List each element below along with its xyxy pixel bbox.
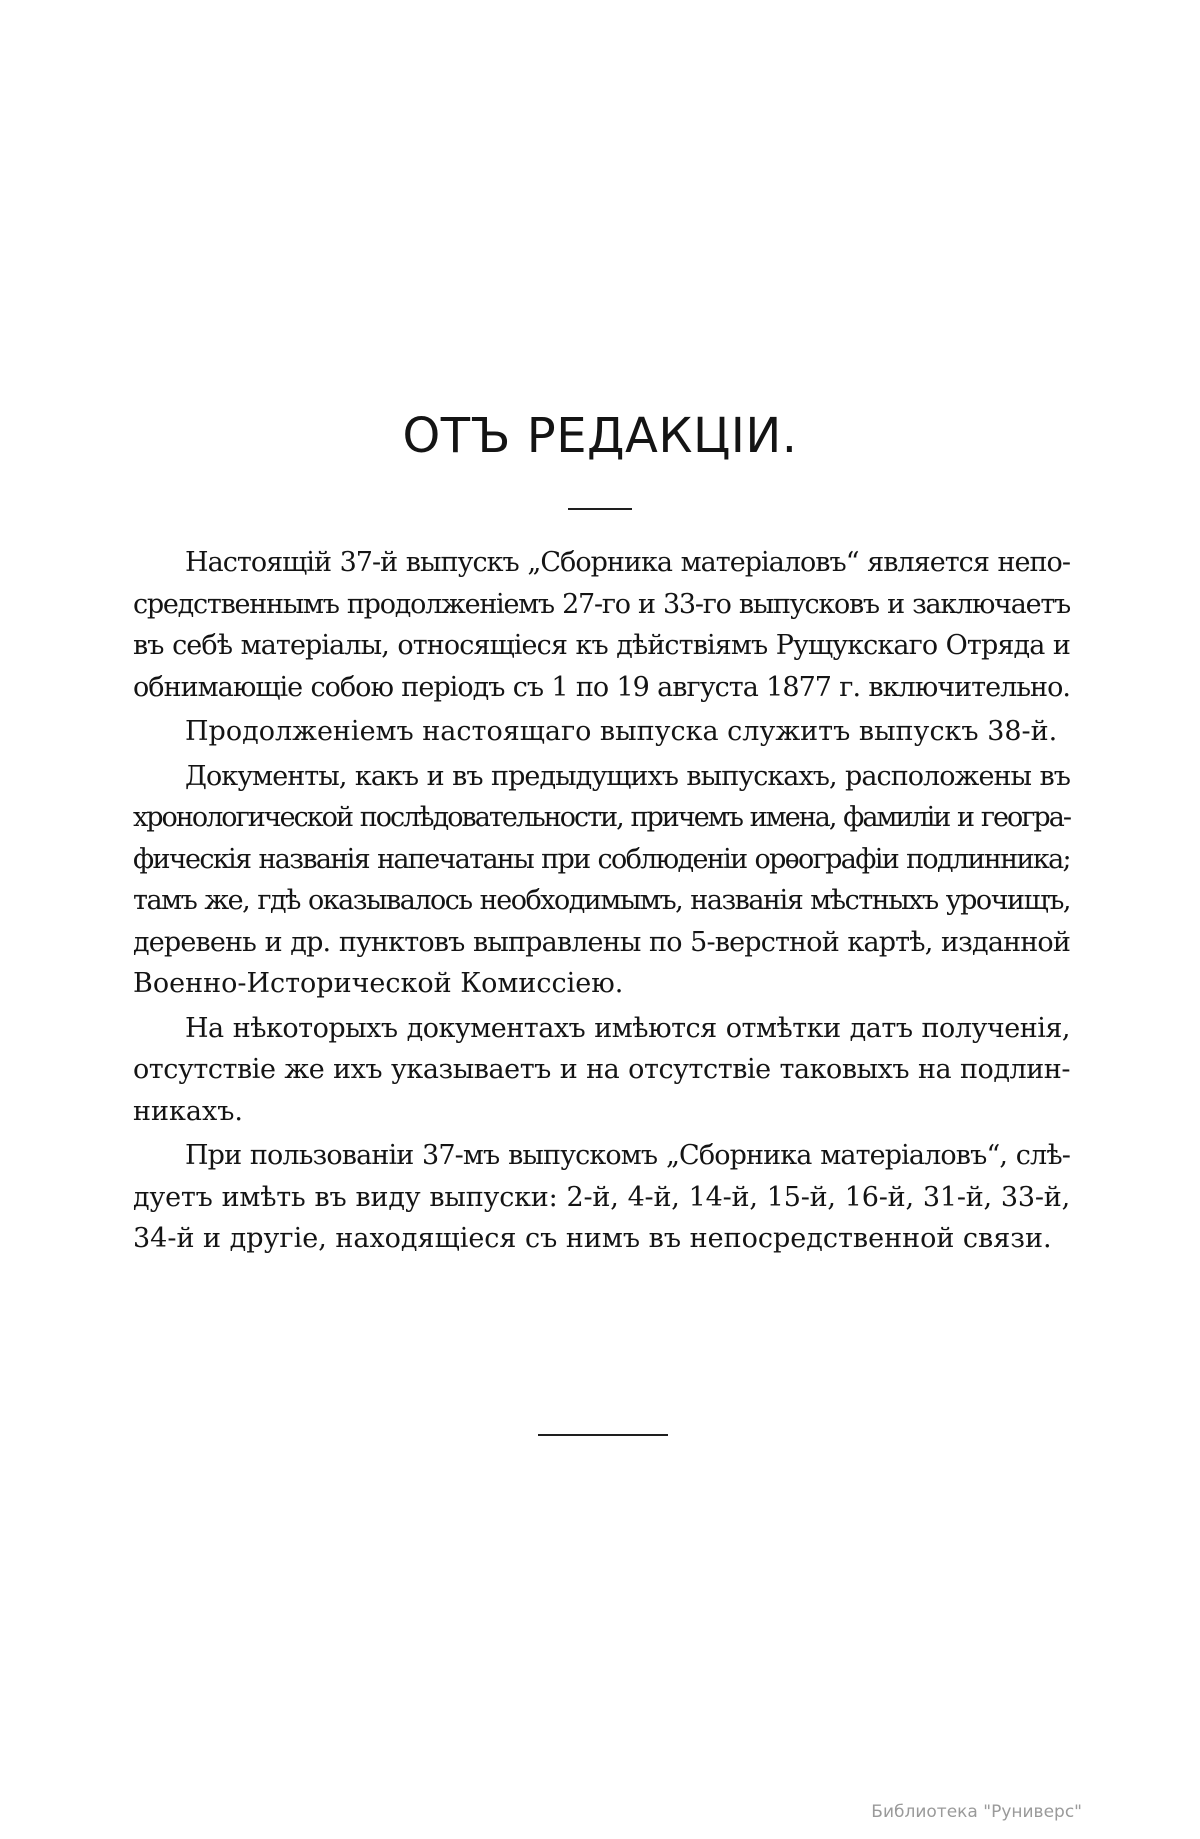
paragraph-5 [133,1135,1070,1260]
text-line: При пользованiи 37-мъ выпускомъ „Сборника матерiаловъ“, слѣ- [185,1140,1070,1171]
text-line: деревень и др. пунктовъ выправлены по 5-верстной картѣ, изданной [133,926,1070,958]
text-line: отсутствiе же ихъ указываетъ и на отсутствiе таковыхъ на подлин- [133,1054,1070,1085]
paragraph-3 [133,756,1070,1005]
text-line: обнимающiе собою перiодъ съ 1 по 19 августа 1877 г. включительно. [133,671,1070,703]
text-line: Продолженiемъ настоящаго выпуска служитъ выпускъ 38-й. [185,716,1058,747]
text-line: хронологической послѣдовательности, причемъ имена, фамилiи и геогра- [133,802,1070,833]
text-line: дуетъ имѣть въ виду выпуски: 2-й, 4-й, 14-й, 15-й, 16-й, 31-й, 33-й, [133,1181,1070,1213]
body-text [133,542,1070,1260]
text-line: 34-й и другiе, находящiеся съ нимъ въ непосредственной связи. [133,1223,1052,1254]
text-line: средственнымъ продолженiемъ 27-го и 33-го выпусковъ и заключаетъ [133,588,1070,620]
title-divider [568,508,632,510]
library-watermark: Библиотека "Руниверс" [871,1802,1082,1822]
text-line: Военно-Исторической Комиссiею. [133,968,624,999]
text-line: никахъ. [133,1095,243,1127]
paragraph-4 [133,1008,1070,1133]
text-line: фическiя названiя напечатаны при соблюденiи орѳографiи подлинника; [133,843,1070,875]
text-line: Документы, какъ и въ предыдущихъ выпускахъ, расположены въ [185,760,1070,792]
paragraph-1 [133,542,1070,708]
page-title: ОТЪ РЕДАКЦIИ. [402,408,798,464]
text-line: въ себѣ матерiалы, относящiеся къ дѣйствiямъ Рущукскаго Отряда и [133,630,1070,661]
text-line: На нѣкоторыхъ документахъ имѣются отмѣтки датъ полученiя, [185,1012,1070,1044]
text-line: тамъ же, гдѣ оказывалось необходимымъ, названiя мѣстныхъ урочищъ, [133,885,1070,916]
text-line: Настоящiй 37-й выпускъ „Сборника матерiаловъ“ является непо- [185,547,1070,578]
paragraph-2 [133,711,1070,753]
end-divider [538,1434,668,1436]
